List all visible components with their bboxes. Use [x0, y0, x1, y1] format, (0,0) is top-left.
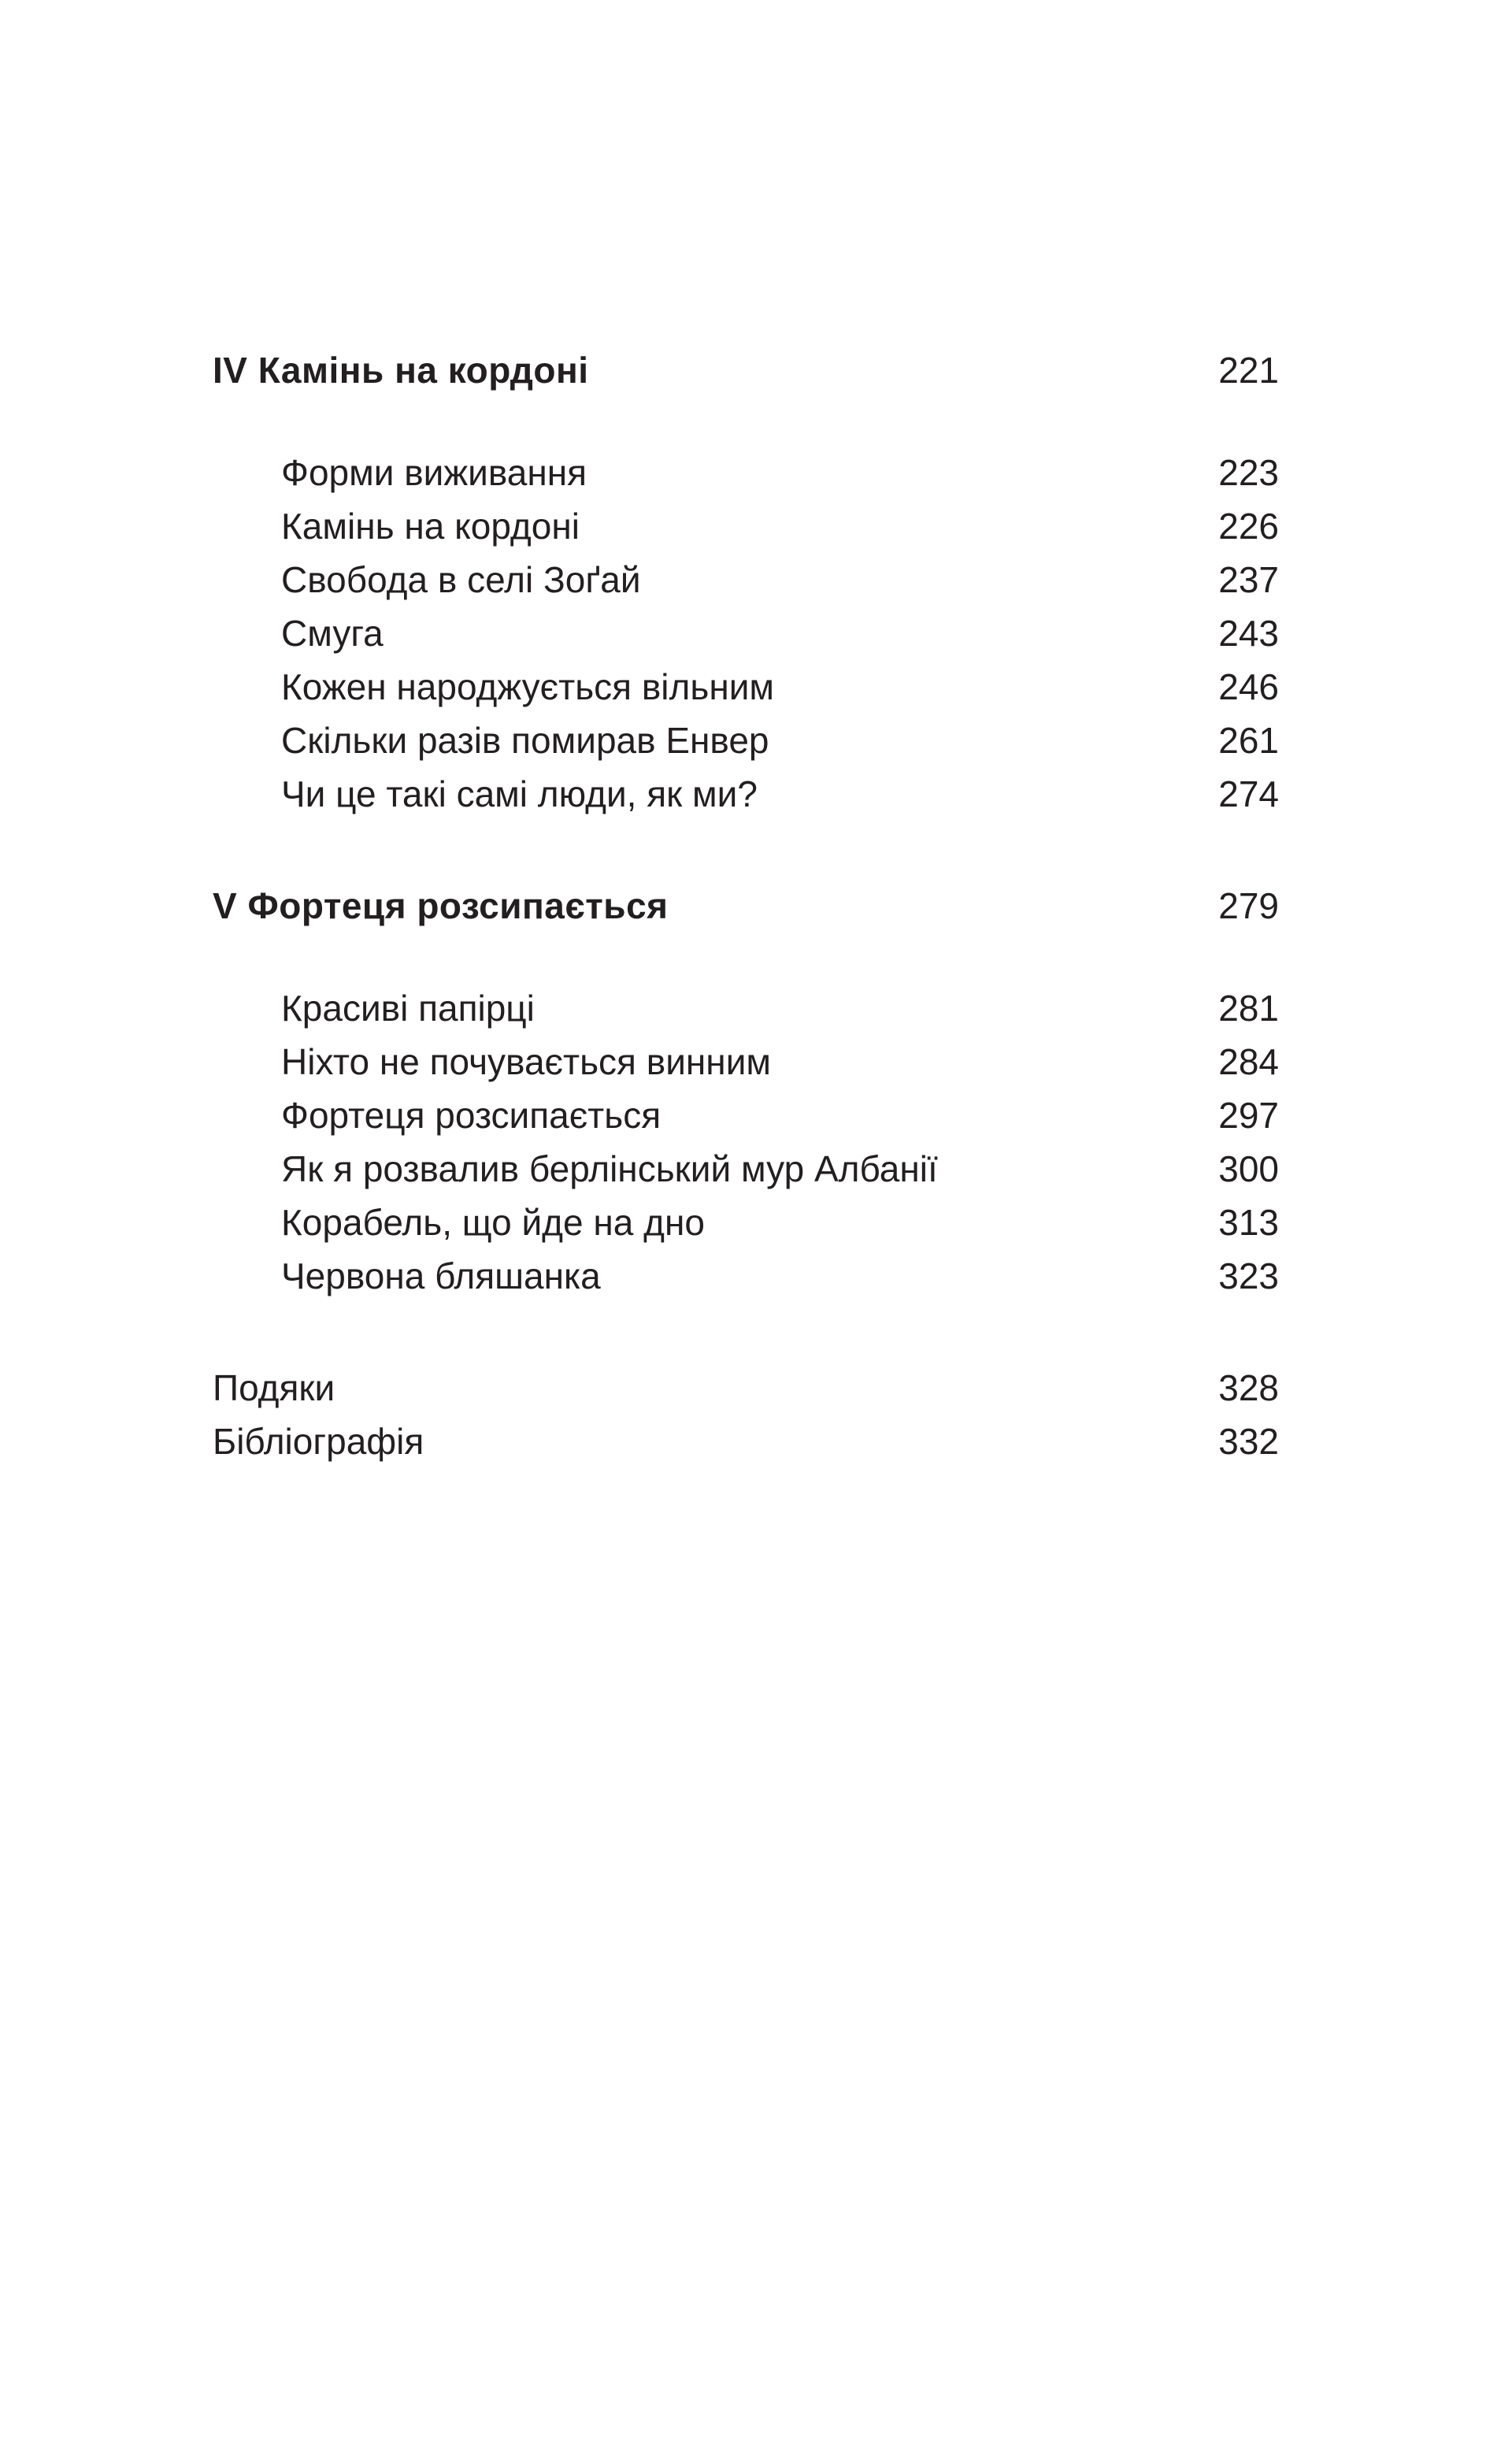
- toc-entry-title: Камінь на кордоні: [281, 506, 580, 547]
- toc-entry-row: [213, 606, 1279, 660]
- toc-section-entries: [213, 446, 1279, 821]
- toc-entry-row: [213, 1196, 1279, 1249]
- toc-entry-title: Червона бляшанка: [281, 1255, 601, 1296]
- toc-backmatter-page-number: 328: [1218, 1367, 1279, 1408]
- toc-section-title: V Фортеця розсипається: [213, 885, 669, 926]
- toc-entry-title: Скільки разів помирав Енвер: [281, 720, 769, 761]
- toc-section-page-number: 221: [1218, 350, 1279, 391]
- toc-entry-title: Смуга: [281, 613, 384, 654]
- toc-entry-title: Кожен народжується вільним: [281, 666, 775, 707]
- toc-entry-page-number: 223: [1218, 452, 1279, 493]
- toc-section-header-row: [213, 343, 1279, 397]
- toc-entry-title: Чи це такі самі люди, як ми?: [281, 773, 758, 814]
- toc-entry-page-number: 237: [1218, 559, 1279, 600]
- toc-entry-page-number: 274: [1218, 773, 1279, 814]
- toc-backmatter: [213, 1361, 1279, 1468]
- toc-backmatter-row: [213, 1361, 1279, 1415]
- table-of-contents-page: [213, 343, 1279, 1468]
- toc-entry-title: Фортеця розсипається: [281, 1095, 662, 1136]
- toc-entry-page-number: 243: [1218, 613, 1279, 654]
- toc-entry-page-number: 246: [1218, 666, 1279, 707]
- toc-entry-row: [213, 767, 1279, 821]
- toc-section-title: IV Камінь на кордоні: [213, 350, 589, 391]
- toc-entry-title: Ніхто не почувається винним: [281, 1041, 772, 1082]
- toc-section-page-number: 279: [1218, 885, 1279, 926]
- toc-entry-title: Красиві папірці: [281, 988, 535, 1029]
- toc-entry-page-number: 261: [1218, 720, 1279, 761]
- toc-entry-row: [213, 714, 1279, 767]
- toc-entry-row: [213, 1249, 1279, 1303]
- toc-entry-page-number: 300: [1218, 1148, 1279, 1189]
- toc-entry-page-number: 226: [1218, 506, 1279, 547]
- toc-section-header-row: [213, 879, 1279, 933]
- toc-entry-row: [213, 981, 1279, 1035]
- toc-entry-page-number: 313: [1218, 1202, 1279, 1243]
- toc-entry-title: Свобода в селі Зоґай: [281, 559, 641, 600]
- toc-entry-row: [213, 1035, 1279, 1088]
- toc-entry-row: [213, 499, 1279, 553]
- toc-entry-page-number: 281: [1218, 988, 1279, 1029]
- toc-entry-title: Корабель, що йде на дно: [281, 1202, 705, 1243]
- toc-entry-title: Як я розвалив берлінський мур Албанії: [281, 1148, 938, 1189]
- toc-entry-page-number: 284: [1218, 1041, 1279, 1082]
- toc-entry-row: [213, 446, 1279, 499]
- toc-backmatter-row: [213, 1415, 1279, 1468]
- toc-entry-row: [213, 1088, 1279, 1142]
- toc-entry-page-number: 323: [1218, 1255, 1279, 1296]
- toc-backmatter-page-number: 332: [1218, 1421, 1279, 1462]
- toc-section-entries: [213, 981, 1279, 1303]
- toc-backmatter-title: Подяки: [213, 1367, 335, 1408]
- toc-entry-page-number: 297: [1218, 1095, 1279, 1136]
- toc-entry-row: [213, 1142, 1279, 1196]
- toc-entry-row: [213, 660, 1279, 714]
- toc-entry-row: [213, 553, 1279, 606]
- toc-backmatter-title: Бібліографія: [213, 1421, 424, 1462]
- toc-entry-title: Форми виживання: [281, 452, 587, 493]
